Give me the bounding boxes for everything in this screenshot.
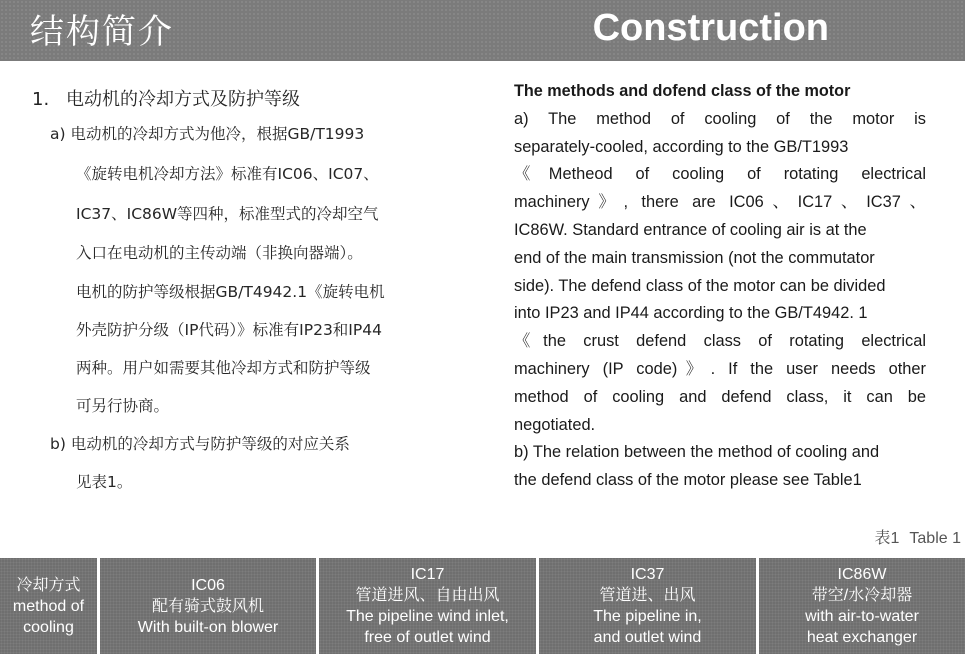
chinese-line: 两种。用户如需要其他冷却方式和防护等级 bbox=[76, 359, 371, 377]
table-caption-cn: 表1 bbox=[874, 530, 900, 547]
english-text-block bbox=[514, 78, 926, 495]
cell-line: method of bbox=[12, 597, 85, 615]
chinese-line: 见表1。 bbox=[76, 473, 133, 491]
cell-line: IC37 bbox=[630, 566, 665, 583]
english-line: negotiated. bbox=[514, 415, 596, 434]
table-caption bbox=[865, 528, 962, 550]
chinese-line: 电机的防护等级根据GB/T4942.1《旋转电机 bbox=[76, 283, 385, 301]
cell-line: heat exchanger bbox=[806, 629, 918, 646]
english-line: IC86W. Standard entrance of cooling air is at the bbox=[514, 220, 867, 239]
english-heading: The methods and dofend class of the motor bbox=[514, 82, 851, 100]
english-line: machinery》, there are IC06、IC17、IC37、 bbox=[514, 193, 926, 212]
heading-number: 1. bbox=[32, 89, 50, 110]
table-caption-en: Table 1 bbox=[909, 530, 961, 547]
english-line: machinery (IP code)》. If the user needs other bbox=[514, 359, 926, 378]
chinese-line: 可另行协商。 bbox=[76, 397, 170, 415]
cell-line: and outlet wind bbox=[593, 629, 702, 646]
section-title-chinese: 结构简介 bbox=[30, 12, 174, 52]
cell-line: free of outlet wind bbox=[364, 629, 491, 646]
chinese-line: b) 电动机的冷却方式与防护等级的对应关系 bbox=[50, 435, 350, 453]
english-line: the defend class of the motor please see Table1 bbox=[514, 471, 862, 490]
cell-line: IC17 bbox=[410, 566, 445, 583]
cell-line: with air-to-water bbox=[805, 608, 919, 625]
table-header-cell-ic06 bbox=[100, 558, 316, 654]
chinese-line: a) 电动机的冷却方式为他冷，根据GB/T1993 bbox=[50, 125, 365, 143]
cell-line: 带空/水冷却器 bbox=[811, 587, 913, 604]
table-header-cell-ic37 bbox=[539, 558, 756, 654]
chinese-heading bbox=[32, 86, 300, 114]
table-header-cell-ic17 bbox=[319, 558, 536, 654]
cell-line: IC06 bbox=[191, 576, 225, 594]
table-header-cell-cooling-method bbox=[0, 558, 97, 654]
chinese-line: 《旋转电机冷却方法》标准有IC06、IC07、 bbox=[76, 165, 379, 183]
section-header-bar bbox=[0, 0, 965, 61]
cell-line: IC86W bbox=[837, 566, 887, 583]
english-line: separately-cooled, according to the GB/T1993 bbox=[514, 137, 849, 156]
cell-line: The pipeline wind inlet, bbox=[346, 608, 509, 625]
table-header-cell-ic86w bbox=[759, 558, 965, 654]
chinese-line: 入口在电动机的主传动端（非换向器端）。 bbox=[76, 244, 363, 262]
english-line: end of the main transmission (not the commutator bbox=[514, 248, 875, 267]
english-line: b) The relation between the method of cooling and bbox=[514, 443, 880, 462]
cell-line: With built-on blower bbox=[137, 618, 279, 636]
english-line: method of cooling and defend class, it can be bbox=[514, 387, 926, 406]
english-line: 《the crust defend class of rotating electrical bbox=[514, 332, 926, 351]
chinese-line: 外壳防护分级（IP代码）》标准有IP23和IP44 bbox=[76, 321, 382, 339]
heading-text: 电动机的冷却方式及防护等级 bbox=[66, 89, 300, 110]
cell-line: The pipeline in, bbox=[593, 608, 702, 625]
table-header-row bbox=[0, 558, 965, 654]
cell-line: 管道进风、自由出风 bbox=[355, 587, 500, 604]
english-line: a) The method of cooling of the motor is bbox=[514, 109, 926, 128]
cell-line: 管道进、出风 bbox=[599, 587, 696, 604]
cell-line: 冷却方式 bbox=[16, 576, 81, 594]
chinese-line: IC37、IC86W等四种，标准型式的冷却空气 bbox=[76, 205, 379, 223]
english-line: into IP23 and IP44 according to the GB/T4942. 1 bbox=[514, 304, 868, 323]
cell-line: 配有骑式鼓风机 bbox=[151, 597, 264, 615]
section-title-english: Construction bbox=[592, 7, 829, 49]
cell-line: cooling bbox=[23, 618, 74, 636]
english-line: side). The defend class of the motor can be divided bbox=[514, 276, 886, 295]
english-line: 《Metheod of cooling of rotating electrical bbox=[514, 165, 926, 184]
